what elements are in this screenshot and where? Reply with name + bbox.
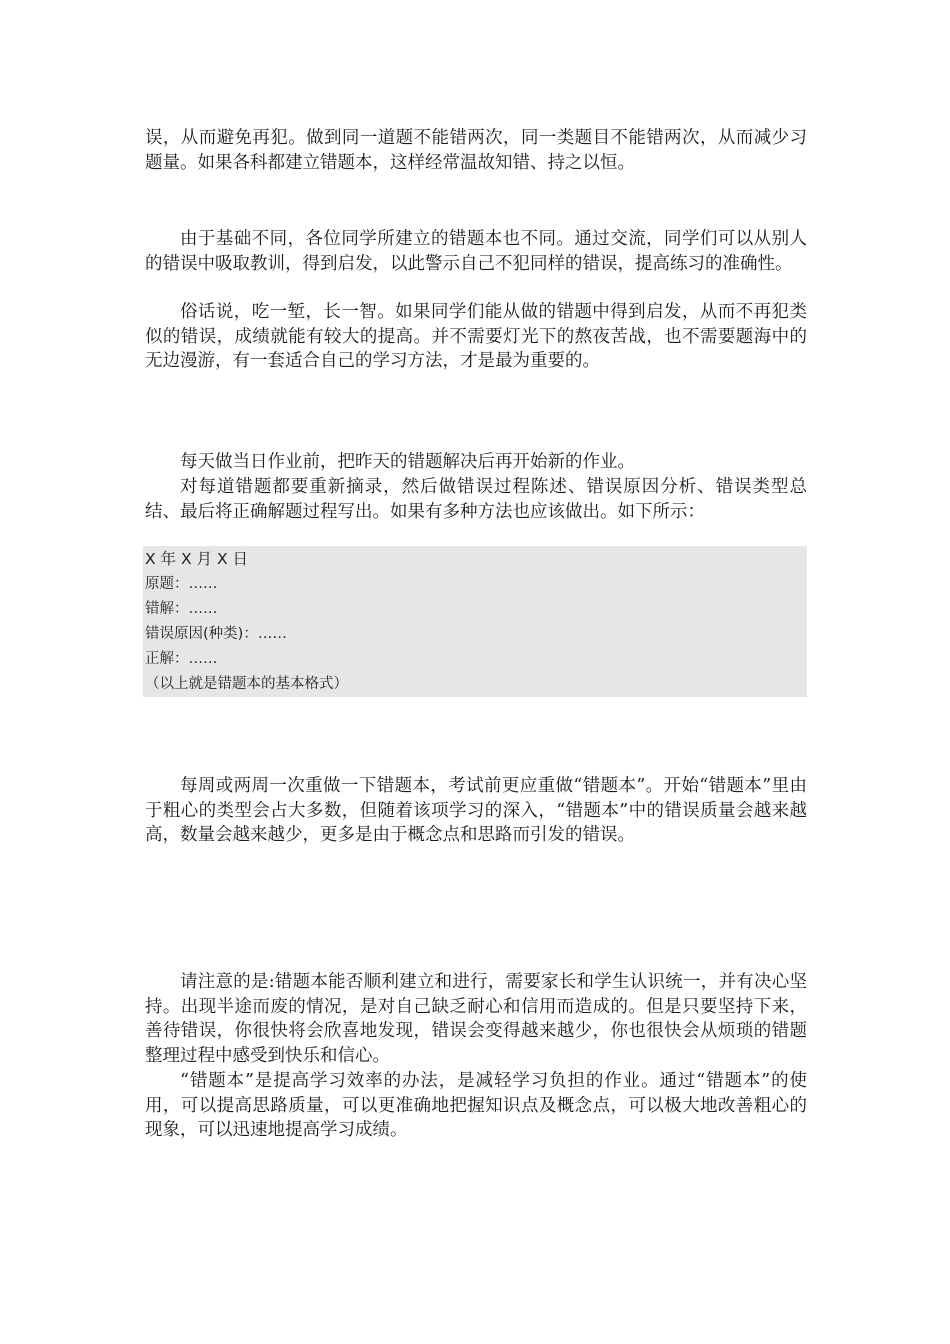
paragraph-conclusion: “错题本”是提高学习效率的办法，是减轻学习负担的作业。通过“错题本”的使用，可以提高思路质量，可以更准确地把握知识点及概念点，可以极大地改善粗心的现象，可以迅速地提高学习成绩。 xyxy=(145,1071,807,1140)
template-error-reason: 错误原因(种类)：…… xyxy=(145,626,287,642)
paragraph-method: 对每道错题都要重新摘录，然后做错误过程陈述、错误原因分析、错误类型总结、最后将正确解题过程写出。如果有多种方法也应该做出。如下所示： xyxy=(145,477,807,522)
paragraph-weekly: 每周或两周一次重做一下错题本，考试前更应重做“错题本”。开始“错题本”里由于粗心的类型会占大多数，但随着该项学习的深入，“错题本”中的错误质量会越来越高，数量会越来越少，更多是由于概念点和思路而引发的错误。 xyxy=(145,776,807,845)
paragraph-proverb: 俗话说，吃一堑，长一智。如果同学们能从做的错题中得到启发，从而不再犯类似的错误，成绩就能有较大的提高。并不需要灯光下的熬夜苦战，也不需要题海中的无边漫游，有一套适合自己的学习方法，才是最为重要的。 xyxy=(145,302,807,371)
error-notebook-template xyxy=(143,546,807,697)
template-correct-solution: 正解：…… xyxy=(145,651,218,667)
paragraph-exchange: 由于基础不同，各位同学所建立的错题本也不同。通过交流，同学们可以从别人的错误中吸取教训，得到启发，以此警示自己不犯同样的错误，提高练习的准确性。 xyxy=(145,229,807,274)
paragraph-continued: 误，从而避免再犯。做到同一道题不能错两次，同一类题目不能错两次，从而减少习题量。如果各科都建立错题本，这样经常温故知错、持之以恒。 xyxy=(145,128,807,173)
template-original: 原题：…… xyxy=(145,576,218,592)
paragraph-daily: 每天做当日作业前，把昨天的错题解决后再开始新的作业。 xyxy=(180,452,635,472)
template-date: X 年 X 月 X 日 xyxy=(145,550,248,568)
template-note: （以上就是错题本的基本格式） xyxy=(145,676,348,692)
template-wrong-solution: 错解：…… xyxy=(145,601,218,617)
paragraph-note: 请注意的是:错题本能否顺利建立和进行，需要家长和学生认识统一，并有决心坚持。出现半途而废的情况，是对自己缺乏耐心和信用而造成的。但是只要坚持下来，善待错误，你很快将会欣喜地发现，错误会变得越来越少，你也很快会从烦琐的错题整理过程中感受到快乐和信心。 xyxy=(145,972,807,1066)
